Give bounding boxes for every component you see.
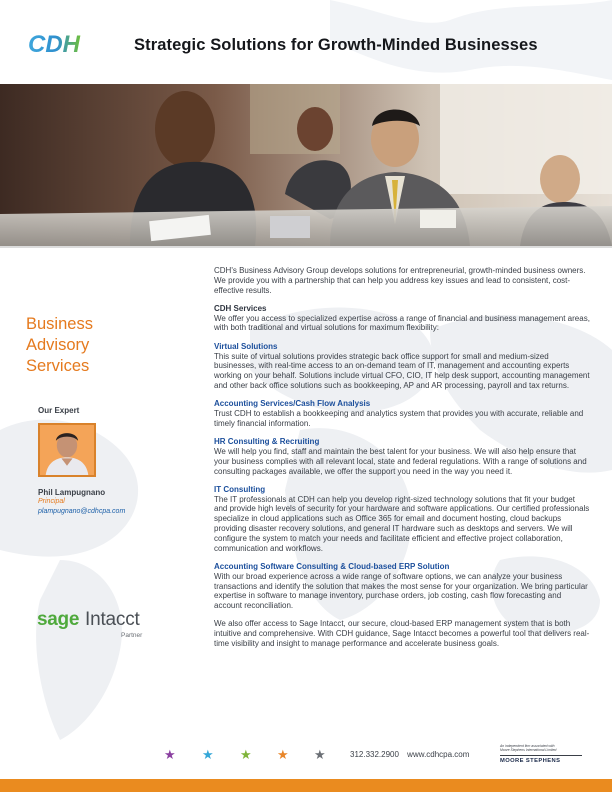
partner-brand: sage <box>37 609 80 630</box>
document-title: Strategic Solutions for Growth-Minded Businesses <box>134 36 538 54</box>
service-heading: Accounting Services/Cash Flow Analysis <box>214 399 371 409</box>
service-accounting <box>214 399 590 428</box>
services-block <box>214 304 590 333</box>
expert-label: Our Expert <box>38 406 80 415</box>
service-body: The IT professionals at CDH can help you develop right-sized technology solutions that fit your budget and provide high levels of security for your hardware and software applications. Our certified professionals specialize in cloud applications such as Office 365 for email and document hosting, cloud backups providing disaster recovery solutions, and general IT hardware such as desktops and servers. We will configure the system to match your needs and facilitate efficient and effective project collaboration, communication and workflows. <box>214 494 590 553</box>
service-heading: IT Consulting <box>214 484 266 494</box>
service-hr <box>214 437 590 476</box>
service-heading: Virtual Solutions <box>214 341 278 351</box>
partner-product: Intacct <box>85 609 140 630</box>
service-body: We will help you find, staff and maintain the best talent for your business. We will also help ensure that your business complies with all relevant local, state and federal regulations. With a range of solutions and consulting packages available, we offer the support you need in the way you need it. <box>214 446 587 476</box>
star-icon: ★ <box>277 747 289 762</box>
sage-intacct-partner-logo <box>37 606 157 646</box>
phone-number: 312.332.2900 <box>350 750 399 759</box>
expert-email-link[interactable]: plampugnano@cdhcpa.com <box>38 508 126 515</box>
service-body: This suite of virtual solutions provides strategic back office support for small and medium-sized businesses, with real-time access to an on-demand team of IT, management and accounting experts working on your behalf. Solutions include virtual CFO, CIO, IT help desk support, accounting management and other back office solutions such as bookkeeping, AP and AR processing, payroll and tax returns. <box>214 351 590 390</box>
services-heading: CDH Services <box>214 303 267 313</box>
service-erp <box>214 562 590 611</box>
expert-role: Principal <box>38 498 65 505</box>
service-virtual-solutions <box>214 342 590 391</box>
expert-name: Phil Lampugnano <box>38 488 106 497</box>
closing-paragraph: We also offer access to Sage Intacct, our secure, cloud-based ERP management system that is both intuitive and comprehensive. With CDH guidance, Sage Intacct becomes a powerful tool that delivers real-time visibility and insight to manage performance and accelerate business goals. <box>214 619 590 648</box>
affiliate-line-1: An independent firm associated with <box>500 744 555 748</box>
star-icon: ★ <box>202 747 214 762</box>
star-icon: ★ <box>164 747 176 762</box>
service-body: Trust CDH to establish a bookkeeping and analytics system that provides you with accurate, reliable and timely financial information. <box>214 409 584 428</box>
section-title-line-1: Business <box>26 315 93 333</box>
main-content <box>214 266 590 657</box>
service-heading: HR Consulting & Recruiting <box>214 437 320 447</box>
cdh-logo <box>28 31 114 57</box>
service-it <box>214 485 590 554</box>
section-title-line-2: Advisory <box>26 336 90 354</box>
intro-paragraph: CDH's Business Advisory Group develops solutions for entrepreneurial, growth-minded business owners. We provide you with a partnership that can help you address key issues and lead to consistent, cost-effective results. <box>214 266 586 295</box>
decorative-stars <box>164 748 334 762</box>
page-footer <box>0 745 612 792</box>
affiliate-line-2: Moore Stephens International Limited <box>500 747 557 752</box>
services-body: We offer you access to specialized expertise across a range of financial and business management areas, with both traditional and virtual solutions for maximum flexibility: <box>214 313 590 333</box>
footer-contact <box>350 750 475 759</box>
page-header <box>0 0 612 84</box>
section-title <box>26 314 176 377</box>
star-icon: ★ <box>314 747 326 762</box>
section-title-line-3: Services <box>26 357 90 375</box>
service-body: With our broad experience across a wide range of software options, we can analyze your business transactions and identify the solution that makes the most sense for your organization. We bring particular expertise in software to manage inventory, purchase orders, job costing, cash flow forecasting and account reconciliation. <box>214 571 588 611</box>
star-icon: ★ <box>240 747 252 762</box>
sidebar <box>0 248 200 748</box>
website-link[interactable]: www.cdhcpa.com <box>407 750 470 759</box>
partner-label: Partner <box>121 632 143 639</box>
logo-text: CDH <box>28 31 80 57</box>
service-heading: Accounting Software Consulting & Cloud-based ERP Solution <box>214 561 450 571</box>
affiliate-name: MOORE STEPHENS <box>500 755 582 764</box>
hero-photo <box>0 84 612 246</box>
moore-stephens-logo <box>500 745 582 771</box>
expert-photo <box>38 423 96 477</box>
footer-bar <box>0 779 612 792</box>
